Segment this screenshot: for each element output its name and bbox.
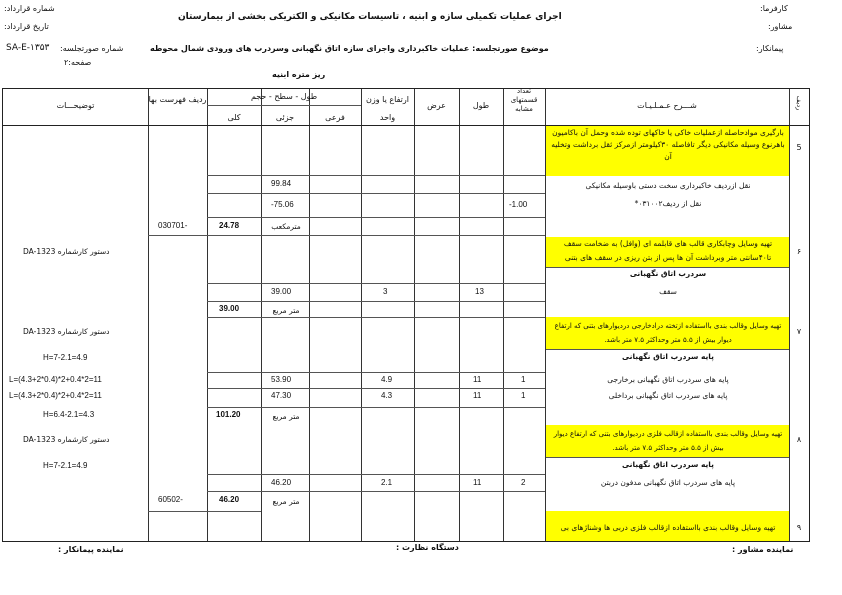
col-length: طول [472,101,490,110]
consultant-label: مشاور: [768,22,793,31]
unit-label: متر مربع [272,412,300,421]
length-value: 11 [473,391,482,400]
supervision-label: دستگاه نظارت : [396,543,459,552]
section-heading: پایه سردرب اتاق نگهبانی [622,460,714,469]
minutes-no: SA-E-۱۳۵۳ [6,43,50,53]
row-number: ۷ [796,327,802,336]
row-number: ۶ [796,247,802,256]
col-description: شـــرح عـمـلـیـات [637,101,697,110]
note-text: L=(4.3+2*0.4)*2+0.4*2=11 [9,391,102,400]
minutes-no-label: شماره صورتجلسه: [60,44,124,53]
height-value: 4.9 [381,375,393,384]
item-description: تهیه وسایل وقالب بندی بااستفاده ازقالب فلزی دردیوارهای بتنی که ارتفاع دیوار بیش از ۵.۵ متر وحداکثر ۷.۵ متر باشد. [553,430,783,452]
row-number: ۹ [796,523,802,532]
contractor-label: پیمانکار: [756,44,784,53]
parts-value: 1 [521,375,526,384]
row-number: 5 [796,143,802,152]
unit-label: متر مربع [272,306,300,315]
col-dims: طول - سطح - حجم [250,92,318,101]
contract-date-label: تاریخ قرارداد: [4,22,49,31]
sheet-subtitle: ریز متره ابنیه [272,70,326,79]
partial-value: 53.90 [271,375,292,384]
height-value: 3 [383,287,388,296]
height-value: 4.3 [381,391,393,400]
total-value: 39.00 [219,304,240,313]
col-total: کلی [227,113,241,122]
unit-label: مترمکعب [271,222,301,231]
col-sub: فرعی [325,113,345,122]
partial-value: 46.20 [271,478,292,487]
item-description: بارگیری موادحاصله ازعملیات خاکی یا خاکهای توده شده وحمل آن باکامیون باهرنوع وسیله مکانیکی دیگر تافاصله ۳۰کیلومتر ازمرکز ثقل برداشت وتخلیه آن [551,128,785,161]
consultant-rep-label: نماینده مشاور : [732,545,794,554]
partial-value: -75.06 [271,200,294,209]
col-partial: جزئی [275,113,295,122]
item-description: سقف [659,287,677,296]
note-text: دستور کارشماره DA-1323 [23,247,110,256]
item-description: تهیه وسایل وقالب بندی بااستفاده ازتخته درادخارجی دردیوارهای بتنی که ارتفاع دیوار بیش از ۵.۵ متر وحداکثر ۷.۵ متر باشد. [554,322,782,344]
parts-value: 1 [521,391,526,400]
col-row: ردیف [795,95,803,111]
contractor-rep-label: نماینده پیمانکار : [58,545,124,554]
partial-value: 99.84 [271,179,292,188]
total-value: 24.78 [219,221,240,230]
partial-value: 47.30 [271,391,292,400]
price-item-code: 60502- [158,495,183,504]
note-text: دستور کارشماره DA-1323 [23,327,110,336]
length-value: -1.00 [509,200,528,209]
col-width: عرض [427,101,446,110]
row-number: ۸ [796,435,802,444]
item-description: پایه های سردرب اتاق نگهبانی برخارجی [607,375,729,384]
page-number: صفحه:۲ [64,58,92,67]
unit-label: متر مربع [272,497,300,506]
item-description: نقل از ردیف۰۳۱۰۰۲* [634,199,702,208]
total-value: 101.20 [216,410,241,419]
price-item-code: 030701- [158,221,188,230]
note-text: دستور کارشماره DA-1323 [23,435,110,444]
employer-label: کارفرما: [760,4,788,13]
col-price-item: ردیف فهرست بها [148,95,207,104]
note-text: L=(4.3+2*0.4)*2+0.4*2=11 [9,375,102,384]
contract-no-label: شماره قرارداد: [4,4,55,13]
main-title: اجرای عملیات تکمیلی سازه و ابنیه ، تاسیسات مکانیکی و الکتریکی بخشی از بیمارستان [178,12,562,22]
length-value: 11 [473,375,482,384]
col-height: ارتفاع یا وزن واحد [366,95,409,122]
note-text: H=6.4-2.1=4.3 [43,410,95,419]
section-heading: پایه سردرب اتاق نگهبانی [622,352,714,361]
item-description: تهیه وسایل وقالب بندی بااستفاده ازقالب فلزی دربی ها وشناژهای بی [560,523,776,532]
col-notes: توضیحـــات [56,101,95,110]
total-value: 46.20 [219,495,240,504]
col-parts: تعداد قسمتهای مشابه [510,88,538,113]
item-description: نقل ازردیف خاکبرداری سخت دستی باوسیله مکانیکی [585,181,751,190]
parts-value: 2 [521,478,526,487]
note-text: H=7-2.1=4.9 [43,461,88,470]
note-text: H=7-2.1=4.9 [43,353,88,362]
item-description: پایه های سردرب اتاق نگهبانی مدفون دربتن [600,478,736,487]
item-description: تهیه وسایل وچابکاری قالب های قابلمه ای (وافل) به ضخامت سقف تا۴۰سانتی متر وبرداشت آن ها پس از بتن ریزی در سقف های بتنی [563,239,773,262]
length-value: 11 [473,478,482,487]
height-value: 2.1 [381,478,393,487]
measurement-sheet [2,88,810,542]
section-heading: سردرب اتاق نگهبانی [629,269,707,278]
item-description: پایه های سردرب اتاق نگهبانی برداخلی [608,391,728,400]
subject-line: موضوع صورتجلسه: عملیات خاکبرداری واجرای سازه اتاق نگهبانی وسردرب های ورودی شمال محوطه [150,44,549,53]
length-value: 13 [475,287,484,296]
partial-value: 39.00 [271,287,292,296]
